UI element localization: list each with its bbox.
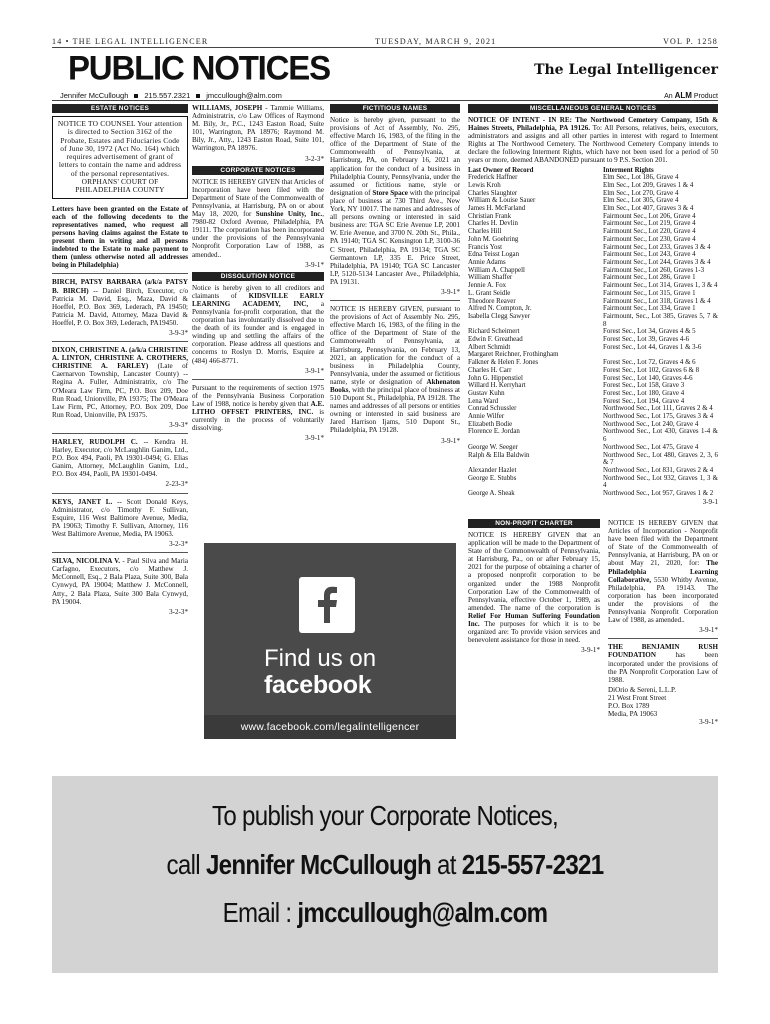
owner-cell: Edwin F. Greathead: [468, 336, 523, 344]
rights-cell: Elm Sec., Lot 407, Graves 3 & 4: [603, 205, 694, 213]
estate-item-code: 3-2-3*: [169, 540, 188, 549]
table-row: [468, 236, 718, 244]
table-row: [468, 220, 718, 228]
foundation-address: [608, 686, 718, 718]
table-row: [468, 421, 718, 429]
estate-item: SILVA, NICOLINA V. - Paul Silva and Maria Carfagno, Executors, c/o Matthew J. McConnell, Esq., 2 Bala Plaza, Suite 300, Bala Cynwyd, PA 19004; Matthew J. McConnell, Atty., 2 Bala Plaza, Suite 300 Bala Cynwyd, PA 19004.: [52, 557, 188, 606]
column-miscellaneous: [468, 104, 718, 509]
table-row: [468, 344, 718, 352]
promo-box: [52, 776, 718, 973]
rights-cell: Forest Sec., Lot 44, Graves 1 & 3-6: [603, 343, 702, 351]
publication-logo: The Legal Intelligencer: [534, 62, 718, 78]
notice-box-text: NOTICE TO COUNSEL Your attention is directed to Section 3162 of the Probate, Estates and Fiduciaries Code of June 30, 1972 (Act No. 164) which requires advertisement of grant of letters to contain the name and address of the personal representatives.: [57, 119, 183, 178]
table-row: [468, 205, 718, 213]
section-heading: ESTATE NOTICES: [52, 104, 188, 113]
owner-cell: Conrad Schussler: [468, 405, 517, 413]
promo-line-1: To publish your Corporate Notices,: [211, 800, 559, 831]
rights-cell: Northwood Sec., Lot 957, Graves 1 & 2: [603, 490, 714, 498]
owner-cell: William Shaffer: [468, 274, 513, 282]
rights-cell: Fairmount Sec., Lot 220, Grave 4: [603, 228, 696, 236]
divider: [52, 341, 188, 342]
facebook-logo-icon: [299, 577, 355, 633]
table-row: [468, 398, 718, 406]
estate-item: DIXON, CHRISTINE A. (a/k/a CHRISTINE A. LINTON, CHRISTINE A. CROTHERS, CHRISTINE A. FARLEY) (Late of Caernarvon Township, Lancaster County) -- Regina A. Fuller, Administratrix, c/o The O'Meara Law Firm, PC, P.O. Box 209, Doe Run Road, Unionville, PA 19375; The O'Meara Law Firm, PC, Attorney, P.O. Box 209, Doe Run Road, Unionville, PA 19375.: [52, 346, 189, 419]
column-non-profit-charter: [468, 519, 600, 657]
estate-item: HARLEY, RUDOLPH C. -- Kendra H. Harley, Executor, c/o McLaughlin Ganim, Ltd., P.O. Box 494, Paoli, PA 19301-0494; G. Elias Ganim, Attorney, McLaughlin Ganim, Ltd., P.O. Box 494, Paoli, PA 19301-0494.: [52, 438, 188, 479]
facebook-f-icon: [299, 577, 355, 633]
divider: [52, 273, 188, 274]
divider: [52, 552, 188, 553]
contact-name: Jennifer McCullough: [60, 91, 129, 100]
table-row: [468, 375, 718, 383]
owner-cell: Falkner & Helen F. Jones: [468, 359, 539, 367]
rights-cell: Elm Sec., Lot 209, Graves 1 & 4: [603, 181, 694, 189]
table-row: [468, 490, 718, 498]
table-row: [468, 405, 718, 413]
rights-cell: Forest Sec., Lot 34, Graves 4 & 5: [603, 328, 696, 336]
notice-code: 3-9-1*: [699, 626, 718, 635]
column-corporate-notices: [192, 104, 324, 445]
section-heading: DISSOLUTION NOTICE: [192, 272, 324, 281]
table-row: [468, 259, 718, 267]
table-row: [468, 274, 718, 282]
owner-cell: Francis Yost: [468, 243, 503, 251]
rights-cell: Fairmount Sec., Lot 243, Grave 4: [603, 251, 696, 259]
estate-item-code: 2-23-3*: [165, 480, 188, 489]
alm-prefix: An: [664, 93, 673, 100]
address-line: 21 West Front Street: [608, 693, 667, 702]
owner-cell: Charles Hill: [468, 228, 502, 236]
column-header-owner: Last Owner of Record: [468, 166, 534, 174]
notice-code: 3-9-1*: [441, 436, 460, 445]
table-row: [468, 413, 718, 421]
rights-cell: Forest Sec., Lot 140, Graves 4-6: [603, 374, 693, 382]
interment-table: [468, 174, 718, 498]
estate-item-code: 3-9-3*: [169, 420, 188, 429]
table-row: [468, 382, 718, 390]
rights-cell: Fairmount Sec., Lot 233, Graves 3 & 4: [603, 243, 711, 251]
owner-cell: Ralph & Ella Baldwin: [468, 451, 530, 459]
owner-cell: Jennie A. Fox: [468, 282, 507, 290]
notice-code: 3-9-1*: [305, 260, 324, 269]
rights-cell: Northwood Sec., Lot 480, Graves 2, 3, 6 & 7: [603, 451, 718, 467]
estate-item: WILLIAMS, JOSEPH - Tammie Williams, Administratrix, c/o Law Offices of Raymond M. Bily, Jr., P.C., 1243 Easton Road, Suite 101, Warrington, PA 18976; Raymond M. Bily, Jr., Atty., 1243 Easton Road, Suite 101, Warrington, PA 18976.: [192, 104, 325, 153]
table-row: [468, 251, 718, 259]
fictitious-name-notice: NOTICE IS HEREBY GIVEN, pursuant to the provisions of Act of Assembly No. 295, effective March 16, 1983, of the filing in the office of the Department of State of the Commonwealth of Pennsylvania, at Harrisburg, Pennsylvania, on February 13, 2021, an application for the conduct of a business in Philadelphia County, Pennsylvania, under the assumed or fictitious name, style or designation of Akhenaton Books, with the principal place of business at 510 Dupont St., Philadelphia, PA 19128. The names and addresses of all persons or entities owning or interested in said business are Jared Harrison Ijams, 510 Dupont St., Philadelphia, PA 19128.: [330, 305, 460, 435]
table-row: [468, 467, 718, 475]
owner-cell: Frederick Haffner: [468, 174, 518, 182]
facebook-ad[interactable]: [204, 543, 456, 739]
rights-cell: Fairmount Sec., Lot 260, Graves 1-3: [603, 266, 705, 274]
table-row: [468, 197, 718, 205]
fictitious-name-notice: Notice is hereby given, pursuant to the provisions of Act of Assembly, No. 295, effective March 16, 1983, of the filing in the office of the Department of State of the Commonwealth of Pennsylvania, at Harrisburg, PA, on February 16, 2021 an application for the conduct of a business in Philadelphia County, Pennsylvania, under the assumed or fictitious name, style or designation of Store Space with the principal place of business at 730 Third Ave., New York, NY 10017. The names and addresses of all persons owning or interested in said business are: TGA SC Erie Avenue LP, 2001 W. Erie Avenue, and 3700 N. 20th St., Phila., PA 19140; TGA SC Kensington LP, 3100-36 C Street, Philadelphia, PA 19134; TGA SC Germantown LP, 335 E. Price Street, Philadelphia, PA 19140; TGA SC Lancaster LP, 5120-5134 Lancaster Ave., Philadelphia, PA 19131.: [330, 116, 461, 286]
notice-code: 3-9-1*: [305, 366, 324, 375]
notice-to-counsel-box: [52, 116, 188, 199]
rights-cell: Fairmount Sec., Lot 334, Grave 1: [603, 305, 696, 313]
promo-line-3: Email : jmccullough@alm.com: [222, 897, 548, 928]
contact-line: [60, 91, 282, 100]
table-row: [468, 244, 718, 252]
promo-email[interactable]: jmccullough@alm.com: [297, 897, 548, 928]
promo-line-2: call Jennifer McCullough at 215-557-2321: [166, 849, 604, 880]
estate-item: KEYS, JANET L. -- Scott Donald Keys, Administrator, c/o Timothy F. Sullivan, Esquire, 116 West Baltimore Avenue, Media, PA 19063; Timothy F. Sullivan, Attorney, 116 West Baltimore Avenue, Media, PA 19063.: [52, 497, 188, 538]
column-estate-notices: [52, 104, 188, 619]
divider: [330, 300, 460, 301]
owner-cell: George A. Sheak: [468, 490, 515, 498]
rights-cell: Forest Sec., Lot 72, Graves 4 & 6: [603, 359, 696, 367]
notice-code: 3-9-1: [702, 497, 718, 506]
owner-cell: Lewis Kroh: [468, 181, 501, 189]
notice-code: 3-9-1*: [699, 718, 718, 727]
rights-cell: Elm Sec., Lot 305, Grave 4: [603, 197, 679, 205]
table-row: [468, 290, 718, 298]
owner-cell: Christian Frank: [468, 212, 512, 220]
alm-product-tag: [664, 91, 718, 100]
owner-cell: Isabella Clegg Sawyer: [468, 312, 530, 320]
table-row: [468, 452, 718, 467]
rights-cell: Fairmount Sec., Lot 230, Grave 4: [603, 235, 696, 243]
notice-code: 3-9-1*: [441, 287, 460, 296]
cemetery-intro: NOTICE OF INTENT - IN RE: The Northwood Cemetery Company, 15th & Haines Streets, Philadelphia, PA 19126. To: All Persons, relatives, heirs, executors, administrators and assigns and all other parties in interest with regard to Interment Rights at The Northwood Cemetery. The Northwood Cemetery Company intends to declare the following Interment Rights, which have not been used for a period of 50 years or more, deemed ABANDONED pursuant to 9 P.S. Section 201.: [468, 116, 718, 165]
rights-cell: Fairmount Sec., Lot 318, Graves 1 & 4: [603, 297, 711, 305]
owner-cell: William A. Chappell: [468, 266, 525, 274]
table-row: [468, 351, 718, 359]
facebook-ad-body: [204, 543, 456, 715]
facebook-url[interactable]: www.facebook.com/legalintelligencer: [204, 715, 456, 739]
page-header-left: 14 • THE LEGAL INTELLIGENCER: [52, 37, 209, 46]
rights-cell: Forest Sec., Lot 180, Grave 4: [603, 389, 685, 397]
rights-cell: Northwood Sec., Lot 111, Graves 2 & 4: [603, 405, 713, 413]
rights-cell: Northwood Sec., Lot 831, Graves 2 & 4: [603, 466, 714, 474]
dissolution-notice: Notice is hereby given to all creditors and claimants of KIDSVILLE EARLY LEARNING ACADEMY, INC, a Pennsylvania for-profit corporation, that the corporation has involuntarily dissolved due to the death of its founder and is engaged in winding up and settling the affairs of the corporation. Please address all questions and concerns to Roslyn D. Morris, Esquire at (484) 466-8771.: [192, 283, 324, 365]
table-row: [468, 475, 718, 490]
notice-code: 3-9-1*: [305, 434, 324, 443]
owner-cell: Gustav Kuhn: [468, 389, 505, 397]
rights-cell: Elm Sec., Lot 270, Grave 4: [603, 189, 679, 197]
owner-cell: Lena Ward: [468, 397, 499, 405]
rights-cell: Fairmount Sec., Lot 206, Grave 4: [603, 212, 696, 220]
rights-cell: Fairmount Sec., Lot 219, Grave 4: [603, 220, 696, 228]
section-heading: MISCELLANEOUS GENERAL NOTICES: [468, 104, 718, 113]
owner-cell: Charles Slaughter: [468, 189, 518, 197]
estate-item-code: 3-2-3*: [305, 154, 324, 163]
owner-cell: Alfred N. Compton, Jr.: [468, 305, 532, 313]
rights-cell: Elm Sec., Lot 186, Grave 4: [603, 174, 679, 182]
owner-cell: George W. Seeger: [468, 443, 518, 451]
table-row: [468, 328, 718, 336]
table-row: [468, 182, 718, 190]
column-header-rights: Interment Rights: [603, 166, 654, 174]
table-row: [468, 174, 718, 182]
notice-box-court: ORPHANS' COURT OF PHILADELPHIA COUNTY: [75, 177, 165, 195]
estate-item-code: 3-9-3*: [169, 328, 188, 337]
owner-cell: Richard Scheimert: [468, 328, 520, 336]
rights-cell: Fairmount Sec., Lot 244, Graves 3 & 4: [603, 259, 711, 266]
section-heading: CORPORATE NOTICES: [192, 166, 324, 175]
rights-cell: Northwood Sec., Lot 475, Grave 4: [603, 443, 699, 451]
facebook-wordmark: facebook: [264, 671, 372, 699]
promo-phone: 215-557-2321: [461, 849, 604, 880]
promo-contact-name: Jennifer McCullough: [205, 849, 432, 880]
table-row: [468, 282, 718, 290]
owner-cell: George E. Stubbs: [468, 474, 517, 482]
table-row: [468, 298, 718, 306]
address-line: DiOrio & Sereni, L.L.P.: [608, 685, 676, 694]
address-line: Media, PA 19063: [608, 710, 658, 719]
bullet-icon: [134, 94, 138, 98]
address-line: P.O. Box 1789: [608, 701, 650, 710]
alm-suffix: Product: [693, 93, 718, 100]
table-row: [468, 305, 718, 313]
banner-rule: [52, 100, 718, 101]
table-row: [468, 190, 718, 198]
table-row: [468, 367, 718, 375]
page-header: [52, 37, 718, 46]
estate-item: BIRCH, PATSY BARBARA (a/k/a PATSY B. BIRCH) -- Daniel Birch, Executor, c/o Patricia M. David, Esq., Maza, David & Hoeffel, P.O. Box 369, Lederach, PA 19450; Patricia M. David, Attorney, Maza David & Hoeffel, P. O. Box 369, Lederach, PA19450.: [52, 278, 188, 327]
incorporation-notice: NOTICE IS HEREBY GIVEN that Articles of Incorporation - Nonprofit have been filed with the Department of State of the Commonwealth of Pennsylvania, at Harrisburg, PA on or about May 21, 2020, for: The Philadelphia Learning Collaborative, 5530 Whitby Avenue, Philadelphia, PA 19143. The corporation has been incorporated under the provisions of the Pennsylvania Nonprofit Corporation Law of 1988, as amended..: [608, 519, 718, 625]
rights-cell: Northwood Sec., Lot 175, Graves 3 & 4: [603, 413, 714, 421]
rights-cell: Forest Sec., Lot 158, Grave 3: [603, 382, 685, 390]
table-row: [468, 213, 718, 221]
foundation-notice: THE BENJAMIN RUSH FOUNDATION has been incorporated under the provisions of the PA Nonprofit Corporation Law of 1988.: [608, 643, 718, 684]
rights-cell: Fairmount Sec., Lot 315, Grave 1: [603, 289, 696, 297]
section-heading: FICTITIOUS NAMES: [330, 104, 460, 113]
owner-cell: Annie Adams: [468, 259, 506, 266]
corporate-notice: NOTICE IS HEREBY GIVEN that Articles of Incorporation have been filed with the Department of State of the Commonwealth of Pennsylvania, at Harrisburg, PA on or about May 18, 2020, for Sunshine Unity, Inc., 7980-82 Oxford Avenue, Philadelphia, PA 19111. The corporation has been incorporated under the provisions of the Pennsylvania Nonprofit Corporation Law of 1988, as amended..: [192, 177, 324, 259]
table-row: [468, 390, 718, 398]
owner-cell: John M. Goehring: [468, 235, 519, 243]
table-row: [468, 267, 718, 275]
owner-cell: Alexander Hazlet: [468, 466, 517, 474]
owner-cell: Albert Schmidt: [468, 343, 511, 351]
column-misc-continued: [608, 519, 718, 729]
table-row: [468, 444, 718, 452]
owner-cell: Charles H. Devlin: [468, 220, 518, 228]
table-row: [468, 428, 718, 443]
divider: [192, 379, 324, 380]
column-fictitious-names: [330, 104, 460, 448]
page-header-date: TUESDAY, MARCH 9, 2021: [375, 37, 497, 46]
owner-cell: Annie Wilfer: [468, 413, 505, 421]
owner-cell: Elizabeth Bodie: [468, 420, 513, 428]
owner-cell: John G. Hippenstiel: [468, 374, 523, 382]
owner-cell: Florence E. Jordan: [468, 428, 520, 436]
owner-cell: Willard H. Kerryhart: [468, 382, 526, 390]
owner-cell: Charles H. Carr: [468, 366, 512, 374]
interment-table-header: [468, 167, 718, 175]
owner-cell: Theodore Reaver: [468, 297, 516, 305]
divider: [52, 433, 188, 434]
rights-cell: Northwood Sec., Lot 240, Grave 4: [603, 420, 699, 428]
page-header-volume: VOL P. 1258: [663, 37, 718, 46]
rights-cell: Fairmount Sec., Lot 314, Graves 1, 3 & 4: [603, 282, 718, 290]
notice-code: 3-9-1*: [581, 646, 600, 655]
divider: [52, 493, 188, 494]
facebook-find-text: Find us on: [264, 645, 377, 672]
owner-cell: William & Louise Sauer: [468, 197, 536, 205]
dissolution-notice: Pursuant to the requirements of section 1975 of the Pennsylvania Business Corporation Law of 1988, notice is hereby given that A.E. LITHO OFFSET PRINTERS, INC. is currently in the process of voluntarily dissolving.: [192, 383, 324, 433]
owner-cell: Edna Teisst Logan: [468, 251, 520, 259]
owner-cell: L. Grant Seidle: [468, 289, 511, 297]
estate-item-code: 3-2-3*: [169, 607, 188, 616]
owner-cell: Margaret Reichner, Frothingham: [468, 351, 559, 359]
rights-cell: [603, 351, 718, 359]
rights-cell: Northwood Sec., Lot 932, Graves 1, 3 & 4: [603, 474, 718, 490]
rights-cell: Northwood Sec., Lot 430, Graves 1-4 & 6: [603, 428, 718, 444]
contact-email[interactable]: jmccullough@alm.com: [206, 91, 282, 100]
table-row: [468, 313, 718, 328]
rights-cell: Forest Sec., Lot 102, Graves 6 & 8: [603, 366, 700, 374]
page-title: PUBLIC NOTICES: [68, 48, 330, 87]
section-heading: NON-PROFIT CHARTER: [468, 519, 600, 528]
rights-cell: Fairmount, Sec., Lot 385, Graves 5, 7 & 8: [603, 312, 718, 328]
table-row: [468, 359, 718, 367]
table-row: [468, 228, 718, 236]
contact-phone: 215.557.2321: [144, 91, 191, 100]
owner-cell: James H. McFarland: [468, 205, 526, 213]
alm-logo: ALM: [674, 91, 692, 100]
estate-intro: Letters have been granted on the Estate of each of the following decedents to the representatives named, who request all persons having claims against the Estate to present them in writing and all persons indebted to the Estate to make payment to them (unless otherwise noted all addresses being in Philadelphia): [52, 204, 188, 270]
rights-cell: Forest Sec., Lot 39, Graves 4-6: [603, 336, 690, 344]
divider: [608, 638, 718, 639]
bullet-icon: [196, 94, 200, 98]
rights-cell: Fairmount Sec., Lot 286, Grave 1: [603, 274, 696, 282]
rights-cell: Forest Sec., Lot 194, Grave 4: [603, 397, 685, 405]
table-row: [468, 336, 718, 344]
non-profit-notice: NOTICE IS HEREBY GIVEN that an application will be made to the Department of State of the Commonwealth of Pennsylvania, at Harrisburg, Pa., on or after February 15, 2021 for the purpose of obtaining a charter of a proposed nonprofit corporation to be organized under the 1988 Nonprofit Corporation Law of the Commonwealth of Pennsylvania, effective October 1, 1989, as amended. The name of the corporation is Relief For Human Suffering Foundation Inc. The purposes for which it is to be organized are: To provide vision services and benevolent assistance for those in need.: [468, 531, 600, 645]
